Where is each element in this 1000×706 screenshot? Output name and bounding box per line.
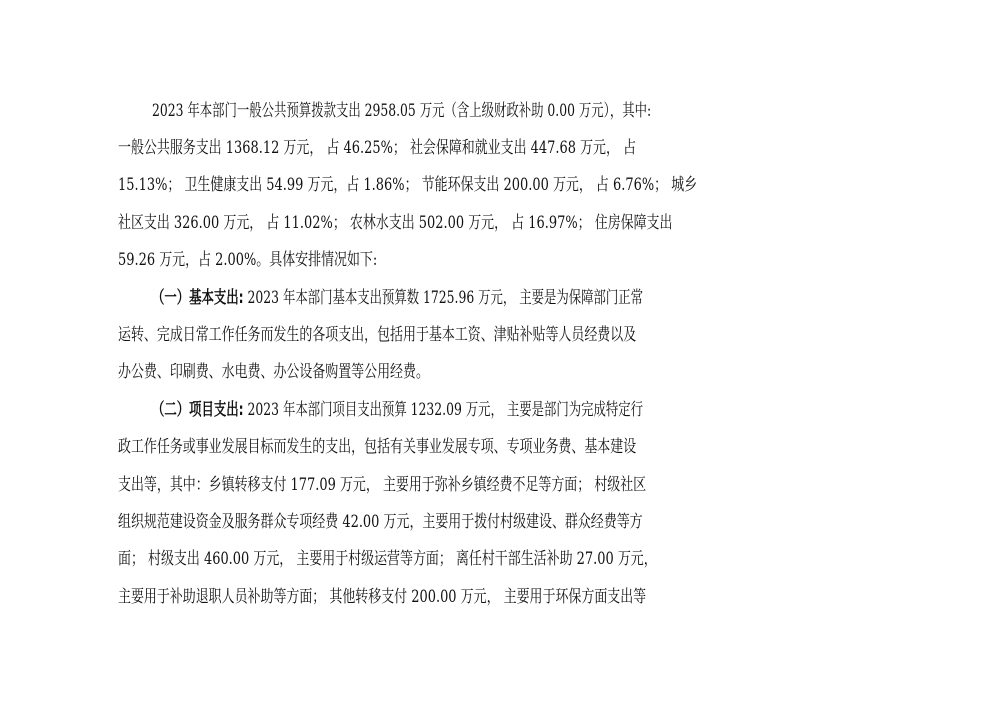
text-line: 一般公共服务支出 1368.12 万元， 占 46.25%； 社会保障和就业支出 447.68 万元， 占 (118, 138, 637, 158)
text-line: 2023 年本部门一般公共预算拨款支出 2958.05 万元（含上级财政补助 0.00 万元），其中: (152, 101, 652, 121)
text-line: 社区支出 326.00 万元， 占 11.02%； 农林水支出 502.00 万元， 占 16.97%； 住房保障支出 (118, 213, 673, 233)
text-line: 59.26 万元，占 2.00%。具体安排情况如下: (118, 250, 378, 270)
text-line: 政工作任务或事业发展目标而发生的支出，包括有关事业发展专项、专项业务费、基本建设 (118, 437, 637, 457)
text-line: 面； 村级支出 460.00 万元， 主要用于村级运营等方面； 离任村干部生活补助 27.00 万元， (118, 549, 657, 569)
text-line: 组织规范建设资金及服务群众专项经费 42.00 万元，主要用于拨付村级建设、群众经费等方 (118, 512, 643, 532)
section-project-expenditure (152, 400, 880, 420)
section-basic-expenditure (152, 288, 880, 308)
section-heading: （二）项目支出: (152, 400, 244, 420)
text-line: 15.13%； 卫生健康支出 54.99 万元，占 1.86%； 节能环保支出 200.00 万元， 占 6.76%； 城乡 (118, 175, 698, 195)
section-text: 2023 年本部门项目支出预算 1232.09 万元， 主要是部门为完成特定行 (243, 400, 643, 420)
text-line: 支出等，其中：乡镇转移支付 177.09 万元， 主要用于弥补乡镇经费不足等方面； 村级社区 (118, 475, 647, 495)
text-line: 运转、完成日常工作任务而发生的各项支出，包括用于基本工资、津贴补贴等人员经费以及 (118, 325, 637, 345)
text-line: 主要用于补助退职人员补助等方面； 其他转移支付 200.00 万元， 主要用于环保方面支出等 (118, 587, 647, 607)
section-text: 2023 年本部门基本支出预算数 1725.96 万元， 主要是为保障部门正常 (243, 288, 643, 308)
section-heading: （一）基本支出: (152, 288, 244, 308)
text-line: 办公费、印刷费、水电费、办公设备购置等公用经费。 (118, 362, 429, 382)
